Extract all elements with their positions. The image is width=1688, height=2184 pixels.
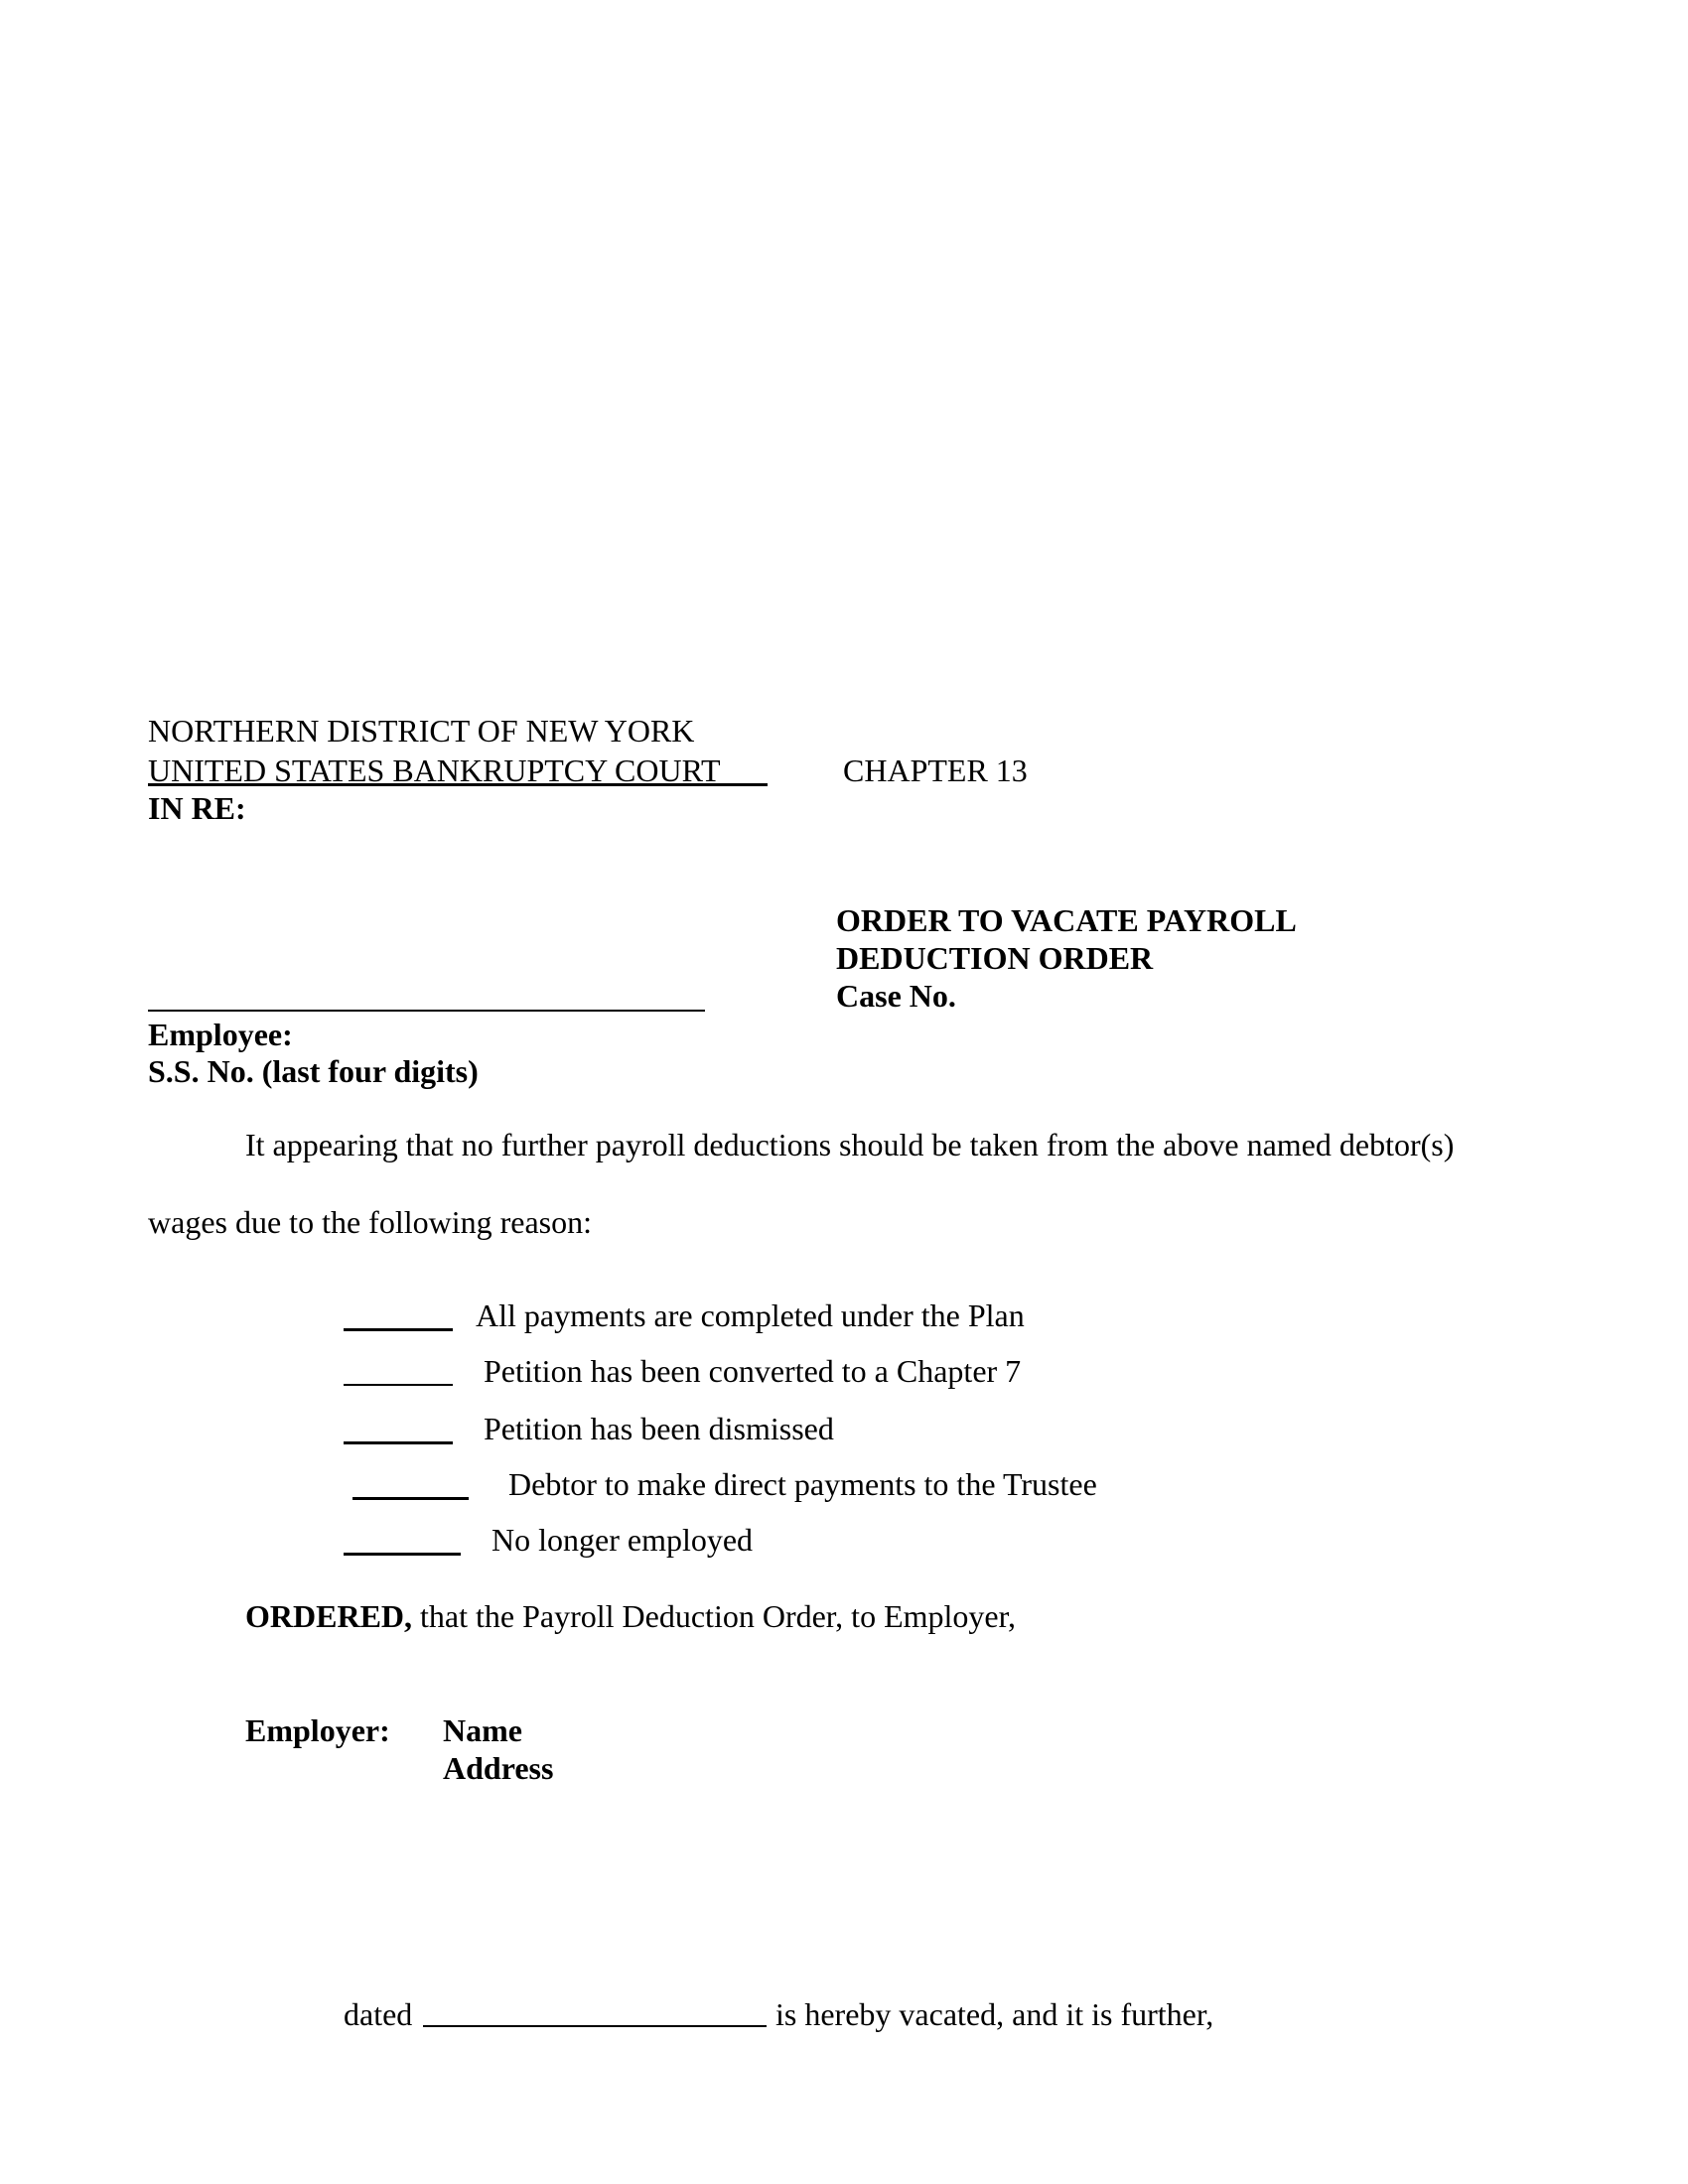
- order-title-line1: ORDER TO VACATE PAYROLL: [836, 902, 1297, 938]
- reason-item: Debtor to make direct payments to the Trustee: [508, 1466, 1097, 1502]
- ordered-bold: ORDERED,: [245, 1598, 413, 1634]
- reason-item: No longer employed: [492, 1522, 754, 1558]
- employee-label: Employee:: [148, 1017, 293, 1052]
- ssn-label: S.S. No. (last four digits): [148, 1053, 479, 1089]
- reason-checkbox-line[interactable]: [352, 1497, 469, 1500]
- ordered-text: that the Payroll Deduction Order, to Employer,: [412, 1598, 1016, 1634]
- case-number-label: Case No.: [836, 978, 956, 1014]
- court-underline: [148, 783, 768, 786]
- order-title-line2: DEDUCTION ORDER: [836, 940, 1154, 976]
- employer-address-label: Address: [443, 1750, 554, 1786]
- employer-name-label: Name: [443, 1712, 522, 1748]
- reason-item: Petition has been converted to a Chapter 7: [484, 1353, 1022, 1389]
- district-name: NORTHERN DISTRICT OF NEW YORK: [148, 713, 695, 749]
- reason-checkbox-line[interactable]: [344, 1441, 453, 1444]
- court-name-text: UNITED STATES BANKRUPTCY COURT: [148, 752, 721, 788]
- reason-checkbox-line[interactable]: [344, 1384, 453, 1386]
- date-line[interactable]: [423, 2025, 767, 2027]
- ordered-paragraph: [245, 1596, 1016, 1636]
- intro-line-2: wages due to the following reason:: [148, 1204, 592, 1240]
- reason-item: All payments are completed under the Plan: [476, 1297, 1025, 1333]
- in-re-label: IN RE:: [148, 790, 246, 826]
- reason-checkbox-line[interactable]: [344, 1553, 461, 1556]
- intro-line-1: It appearing that no further payroll deductions should be taken from the above named debtor(s): [245, 1127, 1455, 1162]
- reason-item: Petition has been dismissed: [484, 1411, 834, 1446]
- reason-checkbox-line[interactable]: [344, 1328, 453, 1331]
- dated-label: dated: [344, 1996, 413, 2032]
- debtor-name-line[interactable]: [148, 1010, 705, 1012]
- chapter-label: CHAPTER 13: [843, 752, 1028, 788]
- vacated-text: is hereby vacated, and it is further,: [775, 1996, 1214, 2032]
- employer-label: Employer:: [245, 1712, 390, 1748]
